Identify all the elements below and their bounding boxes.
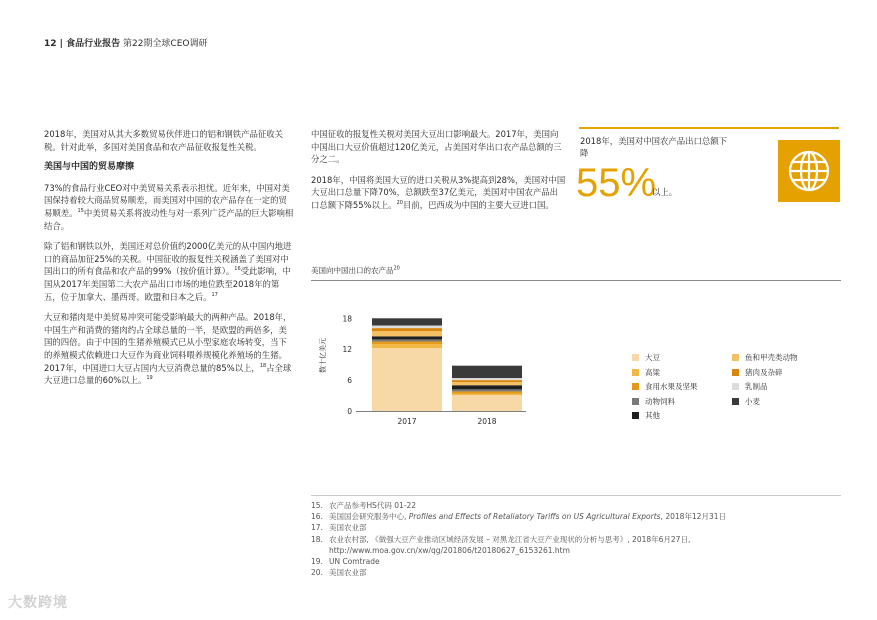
legend-label: 其他 [645,411,660,420]
watermark-logo: 大数跨境 [8,595,68,611]
page-number: 12 [44,39,57,49]
globe-icon [778,140,840,202]
bar-segment [452,395,522,411]
bar-segment [452,389,522,391]
bar-segment [372,336,442,339]
legend-label: 高粱 [645,367,660,377]
footnote-text: 美国国会研究服务中心, Profiles and Effects of Retaliatory Tariffs on US Agricultural Exports, 2018年12月31日 [329,512,726,522]
legend-item [632,410,660,421]
bar-segment [372,318,442,325]
footnote-number: 19. [311,557,323,567]
footnote-number: 15. [311,501,323,510]
paragraph-concern: 73%的食品行业CEO对中美贸易关系表示担忧。近年来，中国对美国保持着较大商品贸易顺差，而美国对中国的农产品存在一定的贸易顺差。$^{15}$中美贸易关系将波动性与对一系列广泛产品的巨大影响相结合。 [44,182,294,231]
legend-item [632,367,660,378]
bar-segment [452,391,522,393]
legend-item [632,381,698,392]
footnote-item [311,534,851,556]
bar-segment [452,382,522,385]
footnote-text: 美国农业部 [329,523,367,533]
stacked-bar-chart [311,300,621,435]
legend-item [732,352,798,363]
y-tick-label: 6 [347,376,352,386]
bar-segment [372,344,442,348]
legend-label: 乳制品 [745,382,768,391]
legend-label: 大豆 [645,353,660,362]
footnotes [311,500,851,578]
x-tick-label: 2017 [397,417,417,426]
sidebar-caption: 2018年，美国对中国农产品出口总额下降 [580,136,727,158]
page-header: 12 | 食品行业报告 第22期全球CEO调研 [44,39,208,49]
legend-item [632,352,660,363]
legend-item [732,381,768,392]
legend-item [632,396,675,407]
legend-swatch [632,369,639,376]
bar-segment [372,328,442,331]
footnote-text: 农业农村部, 《做强大豆产业推动区域经济发展 – 对黑龙江省大豆产业现状的分析与思考》, 2018年6月27日, http://www.moa.gov.cn/xw/qg/201806/t20180627_6153261.htm [329,534,691,555]
footnote-text: 农产品参考HS代码 01-22 [329,501,417,510]
sidebar-accent-rule [579,127,839,129]
footnote-item [311,522,851,533]
bar-segment [372,348,442,411]
legend-label: 动物饲料 [645,396,675,406]
footnote-number: 16. [311,512,323,522]
legend-swatch [732,354,739,361]
footnote-number: 17. [311,523,323,533]
footnote-item [311,556,851,567]
sidebar-big-number: 55% [576,161,657,205]
bar-segment [452,385,522,389]
legend-swatch [732,369,739,376]
bar-segment [372,331,442,336]
legend-swatch [632,383,639,390]
legend-item [732,367,783,378]
legend-swatch [732,398,739,405]
chart-top-rule [311,280,841,281]
y-tick-label: 18 [342,314,352,324]
paragraph-soy-impact: 中国征收的报复性关税对美国大豆出口影响最大。2017年，美国向中国出口大豆价值超过120亿美元，占美国对华出口农产品总额的三分之二。 [311,129,562,165]
section-title: 美国与中国的贸易摩擦 [44,162,135,173]
bar-segment [452,380,522,382]
bar-segment [372,326,442,329]
legend-label: 小麦 [745,396,760,406]
left-column [44,128,294,395]
paragraph-soy-pork: 大豆和猪肉是中美贸易冲突可能受影响最大的两种产品。2018年，中国生产和消费的猪肉约占全球总量的一半，是欧盟的两倍多，美国的四倍。由于中国的生猪养殖模式已从小型家庭农场转变，当下的养殖模式依赖进口大豆作为商业饲料喂养规模化养殖场的生猪。2017年，中国进口大豆占国内大豆消费总量的85%以上，$^{18}$占全球大豆进口总量的60%以上。$^{19}$ [44,312,292,386]
paragraph-soy-tariff: 2018年，中国将美国大豆的进口关税从3%提高到28%，美国对中国大豆出口总量下降70%，总额跌至37亿美元，美国对中国农产品出口总额下降55%以上。$^{20}$目前，巴西成为中国的主要大豆进口国。 [311,174,566,210]
paragraph-intro: 2018年，美国对从其大多数贸易伙伴进口的铝和钢铁产品征收关税。针对此举，多国对美国食品和农产品征收报复性关税。 [44,129,284,152]
footnote-item [311,511,851,522]
middle-column [311,128,566,220]
x-tick-label: 2018 [477,417,497,426]
legend-swatch [632,412,639,419]
footnote-item [311,567,851,578]
bar-segment [452,378,522,380]
legend-item [732,396,760,407]
footnote-text: 美国农业部 [329,568,367,578]
paragraph-tariffs: 除了铝和钢铁以外，美国还对总价值约2000亿美元的从中国内地进口的商品加征25%的关税。中国征收的报复性关税涵盖了美国对中国出口的所有食品和农产品的99%（按价值计算）。$^{16}$受此影响，中国从2017年美国第二大农产品出口市场的地位跌至2018年的第五，位于加拿大、墨西哥、欧盟和日本之后。$^{17}$ [44,241,292,302]
footnote-rule [311,495,841,496]
y-axis-label: 数十亿美元 [319,338,327,373]
legend-swatch [632,354,639,361]
bar-segment [372,341,442,344]
legend-label: 鱼和甲壳类动物 [745,353,798,362]
legend-label: 猪肉及杂碎 [745,367,783,377]
y-tick-label: 0 [347,407,352,416]
legend-swatch [632,398,639,405]
legend-swatch [732,383,739,390]
report-subtitle: 第22期全球CEO调研 [122,39,208,49]
legend-label: 食用水果及坚果 [645,382,698,391]
footnote-item [311,500,851,511]
y-tick-label: 12 [342,345,352,355]
footnote-number: 20. [311,568,323,578]
bar-segment [452,393,522,395]
footnote-text: UN Comtrade [329,557,380,567]
report-section: 食品行业报告 [66,39,121,49]
bar-segment [372,339,442,341]
bar-segment [452,366,522,378]
sidebar-suffix: 以上。 [652,187,678,197]
footnote-number: 18. [311,534,323,544]
chart-title: 美国向中国出口的农产品$^{20}$ [311,265,400,275]
